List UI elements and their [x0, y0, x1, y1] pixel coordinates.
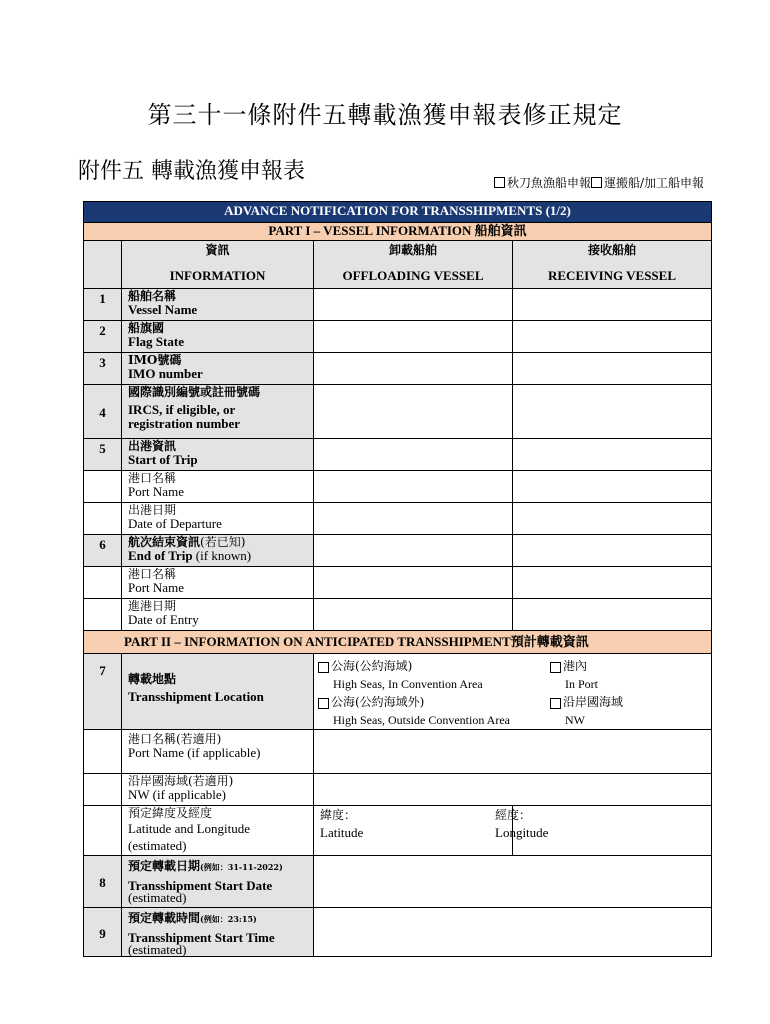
- saury-checkbox[interactable]: [494, 177, 505, 188]
- high-seas-in-area-label: 公海(公約海域): [331, 659, 413, 673]
- high-seas-in-area-english: High Seas, In Convention Area: [333, 677, 483, 691]
- row-number: 6: [84, 535, 122, 567]
- table-row: [84, 908, 712, 957]
- flag-state-label: 船旗國 Flag State: [122, 321, 314, 353]
- in-port-checkbox[interactable]: [550, 662, 561, 673]
- row-number: 8: [84, 856, 122, 908]
- table-row: [84, 439, 712, 471]
- table-row: [84, 806, 712, 856]
- high-seas-outside-area-label: 公海(公約海域外): [331, 695, 425, 709]
- coastal-waters-checkbox[interactable]: [550, 698, 561, 709]
- ircs-label: 國際識別編號或註冊號碼 IRCS, if eligible, or registration number: [122, 385, 314, 439]
- transshipment-start-date-field[interactable]: [314, 856, 712, 908]
- longitude-field[interactable]: [495, 806, 712, 856]
- offloading-end-trip-field[interactable]: [314, 535, 513, 567]
- port-name-if-applicable-label: 港口名稱(若適用) Port Name (if applicable): [122, 730, 314, 774]
- receiving-vessel-name-field[interactable]: [513, 289, 712, 321]
- table-row: [84, 567, 712, 599]
- coastal-waters-english: NW: [565, 713, 585, 727]
- empty-number-cell: [84, 599, 122, 631]
- receiving-flag-state-field[interactable]: [513, 321, 712, 353]
- row-number: 4: [84, 385, 122, 439]
- receiving-ircs-field[interactable]: [513, 385, 712, 439]
- high-seas-outside-area-checkbox[interactable]: [318, 698, 329, 709]
- high-seas-outside-area-english: High Seas, Outside Convention Area: [333, 713, 510, 727]
- table-row: [84, 599, 712, 631]
- departure-port-name-label: 港口名稱 Port Name: [122, 471, 314, 503]
- transshipment-form-table: [83, 201, 712, 957]
- date-of-entry-label: 進港日期 Date of Entry: [122, 599, 314, 631]
- carrier-checkbox-label: 運搬船/加工船申報: [603, 176, 704, 190]
- table-row: [84, 385, 712, 439]
- table-row: [84, 503, 712, 535]
- latitude-field[interactable]: [314, 806, 513, 856]
- empty-number-cell: [84, 806, 122, 856]
- table-row: [84, 730, 712, 774]
- offloading-imo-field[interactable]: [314, 353, 513, 385]
- date-of-departure-label: 出港日期 Date of Departure: [122, 503, 314, 535]
- start-of-trip-label: 出港資訊 Start of Trip: [122, 439, 314, 471]
- receiving-departure-date-field[interactable]: [513, 503, 712, 535]
- longitude-label-zh: 經度：: [495, 808, 532, 822]
- transshipment-location-label: 轉載地點 Transshipment Location: [122, 654, 314, 730]
- offloading-flag-state-field[interactable]: [314, 321, 513, 353]
- table-row: [84, 535, 712, 567]
- table-row: [84, 321, 712, 353]
- row-number: 3: [84, 353, 122, 385]
- transshipment-location-options: [314, 654, 712, 730]
- offloading-departure-date-field[interactable]: [314, 503, 513, 535]
- coastal-waters-label: 沿岸國海域: [563, 695, 624, 709]
- number-column-header: [84, 241, 122, 289]
- receiving-entry-date-field[interactable]: [513, 599, 712, 631]
- row-number: 2: [84, 321, 122, 353]
- form-subtitle: 附件五 轉載漁獲申報表: [78, 159, 305, 184]
- nw-field[interactable]: [314, 774, 712, 806]
- longitude-label: Longitude: [495, 825, 549, 840]
- table-row: [84, 654, 712, 730]
- end-of-trip-label: 航次結束資訊(若已知) End of Trip (if known): [122, 535, 314, 567]
- carrier-checkbox[interactable]: [591, 177, 602, 188]
- report-type-options: [494, 174, 704, 191]
- transshipment-start-time-field[interactable]: [314, 908, 712, 957]
- latitude-label-zh: 緯度：: [320, 808, 357, 822]
- row-number: 1: [84, 289, 122, 321]
- row-number: 9: [84, 908, 122, 957]
- receiving-departure-port-field[interactable]: [513, 471, 712, 503]
- receiving-entry-port-field[interactable]: [513, 567, 712, 599]
- lat-long-label: 預定緯度及經度 Latitude and Longitude (estimated): [122, 806, 314, 856]
- high-seas-in-area-checkbox[interactable]: [318, 662, 329, 673]
- port-name-field[interactable]: [314, 730, 712, 774]
- transshipment-start-date-label: 預定轉載日期(例如：31-11-2022) Transshipment Start Date (estimated): [122, 856, 314, 908]
- receiving-end-trip-field[interactable]: [513, 535, 712, 567]
- offloading-vessel-column-header: 卸載船舶 OFFLOADING VESSEL: [314, 241, 513, 289]
- table-row: [84, 289, 712, 321]
- empty-number-cell: [84, 567, 122, 599]
- entry-port-name-label: 港口名稱 Port Name: [122, 567, 314, 599]
- empty-number-cell: [84, 774, 122, 806]
- form-banner: ADVANCE NOTIFICATION FOR TRANSSHIPMENTS (1/2): [84, 202, 712, 223]
- transshipment-start-time-label: 預定轉載時間(例如：23:15) Transshipment Start Time (estimated): [122, 908, 314, 957]
- empty-number-cell: [84, 471, 122, 503]
- saury-checkbox-label: 秋刀魚漁船申報: [506, 176, 591, 190]
- table-row: [84, 471, 712, 503]
- receiving-imo-field[interactable]: [513, 353, 712, 385]
- offloading-departure-port-field[interactable]: [314, 471, 513, 503]
- in-port-label: 港內: [563, 659, 588, 673]
- receiving-vessel-column-header: 接收船舶 RECEIVING VESSEL: [513, 241, 712, 289]
- table-row: [84, 856, 712, 908]
- information-column-header: 資訊 INFORMATION: [122, 241, 314, 289]
- receiving-start-trip-field[interactable]: [513, 439, 712, 471]
- row-number: 5: [84, 439, 122, 471]
- part1-header: PART I – VESSEL INFORMATION 船舶資訊: [84, 223, 712, 241]
- latitude-label: Latitude: [320, 825, 364, 840]
- imo-number-label: IMO號碼 IMO number: [122, 353, 314, 385]
- table-row: [84, 353, 712, 385]
- offloading-vessel-name-field[interactable]: [314, 289, 513, 321]
- empty-number-cell: [84, 730, 122, 774]
- offloading-ircs-field[interactable]: [314, 385, 513, 439]
- in-port-english: In Port: [565, 677, 598, 691]
- offloading-entry-port-field[interactable]: [314, 567, 513, 599]
- offloading-start-trip-field[interactable]: [314, 439, 513, 471]
- table-row: [84, 774, 712, 806]
- part2-header: PART II – INFORMATION ON ANTICIPATED TRANSSHIPMENT預計轉載資訊: [84, 631, 712, 654]
- empty-number-cell: [84, 503, 122, 535]
- row-number: 7: [84, 654, 122, 730]
- offloading-entry-date-field[interactable]: [314, 599, 513, 631]
- vessel-name-label: 船舶名稱 Vessel Name: [122, 289, 314, 321]
- nw-if-applicable-label: 沿岸國海域(若適用) NW (if applicable): [122, 774, 314, 806]
- page-title: 第三十一條附件五轉載漁獲申報表修正規定: [147, 101, 623, 129]
